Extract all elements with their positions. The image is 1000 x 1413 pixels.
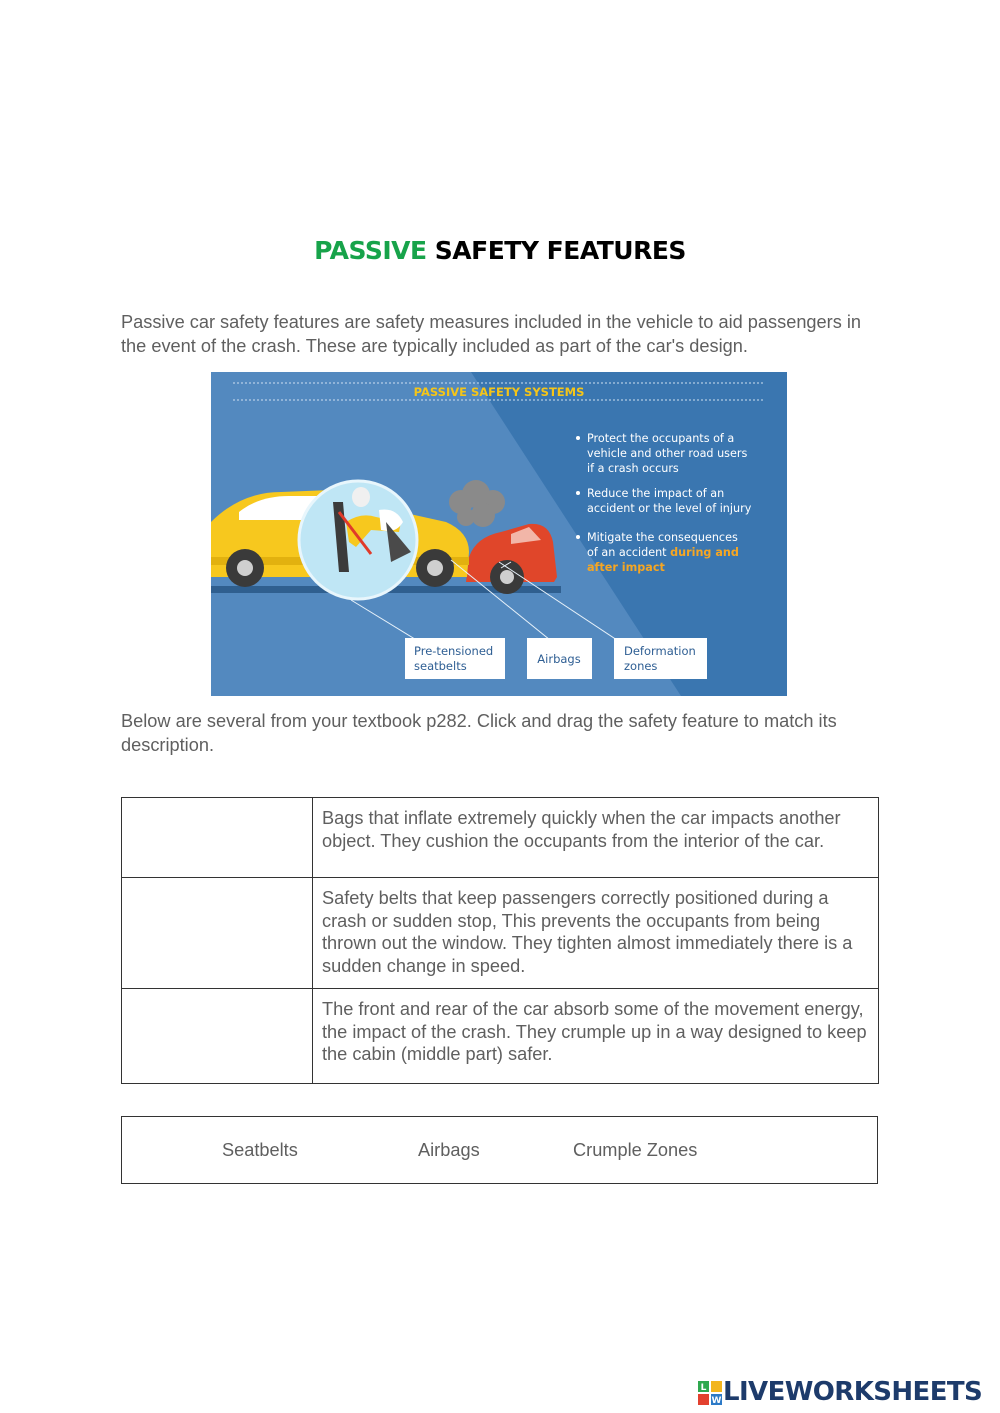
matching-table	[121, 797, 879, 1084]
svg-text:zones: zones	[624, 659, 658, 673]
svg-text:vehicle and other road users: vehicle and other road users	[587, 447, 748, 460]
svg-text:L: L	[700, 1383, 707, 1393]
liveworksheets-logo	[697, 1375, 997, 1411]
svg-text:Mitigate the consequences: Mitigate the consequences	[587, 531, 738, 544]
drag-option-seatbelts[interactable]: Seatbelts	[222, 1140, 298, 1160]
logo-mark-icon	[697, 1380, 723, 1406]
svg-text:accident or the level of injur: accident or the level of injury	[587, 502, 752, 515]
logo-text: LIVEWORKSHEETS	[723, 1377, 983, 1407]
description-cell: Bags that inflate extremely quickly when the car impacts another object. They cushion the occupants from the interior of the car.	[313, 798, 879, 878]
svg-text:if a crash occurs: if a crash occurs	[587, 462, 679, 475]
svg-text:Deformation: Deformation	[624, 644, 696, 658]
svg-text:Protect the occupants of a: Protect the occupants of a	[587, 432, 735, 445]
label-seatbelts	[405, 638, 505, 679]
label-airbags	[527, 638, 592, 679]
table-row	[122, 989, 879, 1084]
svg-text:Pre-tensioned: Pre-tensioned	[414, 644, 494, 658]
label-deformation-zones	[614, 638, 707, 679]
table-row	[122, 878, 879, 989]
instructions: Below are several from your textbook p282. Click and drag the safety feature to match its description.	[121, 711, 837, 755]
svg-text:W: W	[711, 1396, 722, 1406]
title-rest: SAFETY FEATURES	[434, 236, 686, 265]
word-bank	[121, 1116, 878, 1184]
drag-option-airbags[interactable]: Airbags	[418, 1140, 480, 1160]
svg-text:seatbelts: seatbelts	[414, 659, 467, 673]
drop-zone[interactable]	[122, 878, 313, 989]
intro-paragraph: Passive car safety features are safety measures included in the vehicle to aid passengers in the event of the crash. These are typically included as part of the car's design.	[121, 312, 862, 356]
drop-zone[interactable]	[122, 798, 313, 878]
page-title	[0, 236, 1000, 265]
title-highlight: PASSIVE	[314, 236, 427, 265]
description-cell: Safety belts that keep passengers correctly positioned during a crash or sudden stop, This prevents the occupants from being thrown out the window. They tighten almost immediately there is a sudden change in speed.	[313, 878, 879, 989]
svg-text:of an accident during and: of an accident during and	[587, 546, 739, 559]
infographic-bullets	[576, 432, 752, 574]
svg-text:Airbags: Airbags	[537, 652, 581, 666]
svg-text:Reduce the impact of an: Reduce the impact of an	[587, 487, 725, 500]
infographic-heading: PASSIVE SAFETY SYSTEMS	[413, 385, 585, 399]
description-cell: The front and rear of the car absorb some of the movement energy, the impact of the crash. They crumple up in a way designed to keep the cabin (middle part) safer.	[313, 989, 879, 1084]
svg-text:after impact: after impact	[587, 561, 665, 574]
cabin-magnifier	[299, 481, 417, 599]
passive-safety-infographic	[211, 372, 787, 696]
drag-option-crumple-zones[interactable]: Crumple Zones	[573, 1140, 698, 1160]
drop-zone[interactable]	[122, 989, 313, 1084]
table-row	[122, 798, 879, 878]
